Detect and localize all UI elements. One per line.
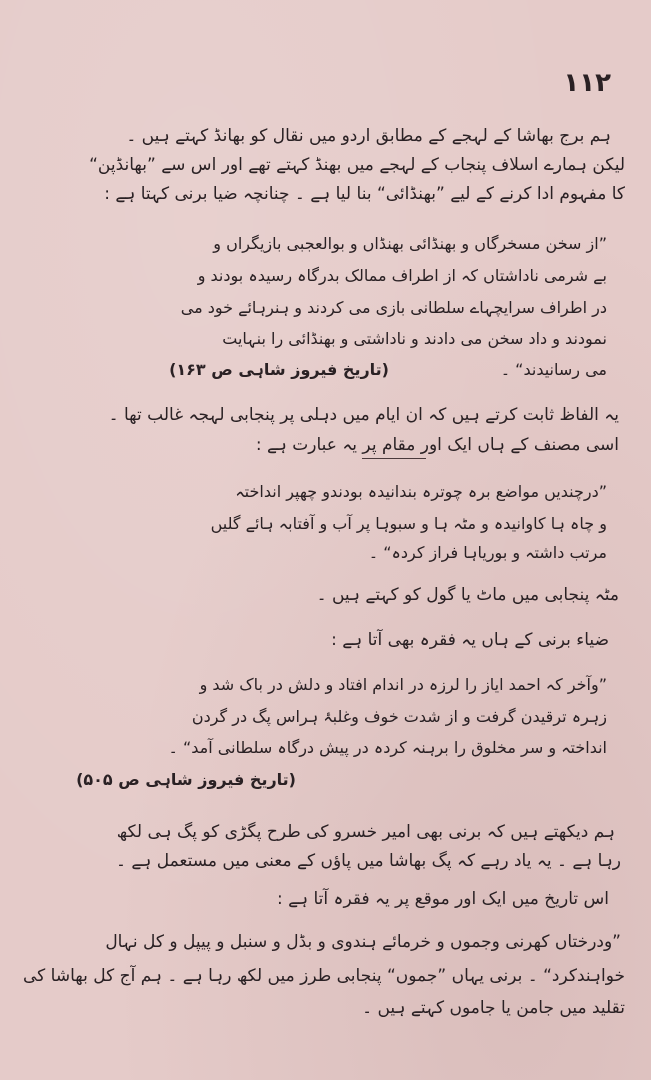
paragraph-line: ”ودرختاں کھرنی وجموں و خرمائے ہندوی و بڈل و سنبل و پیپل و کل نہال	[105, 932, 621, 952]
paragraph-line: ہم دیکھتے ہیں کہ برنی بھی امیر خسرو کی طرح پگڑی کو پگ ہی لکھ	[116, 822, 615, 842]
paragraph-line: خواہندکرد“ ۔ برنی یہاں ”جموں“ پنجابی طرز میں لکھ رہا ہے ۔ ہم آج کل بھاشا کی	[22, 966, 625, 986]
paragraph-line: یہ الفاظ ثابت کرتے ہیں کہ ان ایام میں دہلی پر پنجابی لہجہ غالب تھا ۔	[108, 405, 619, 425]
quote-line: بے شرمی ناداشتاں کہ از اطراف ممالک بدرگاہ رسیدہ بودند و	[197, 266, 607, 285]
quote-line: ”از سخن مسخرگاں و بھنڈائی بھنڈاں و بوالعجبی بازیگراں و	[213, 234, 607, 253]
page-number: ۱۱۲	[563, 68, 611, 98]
quote-line: در اطراف سرایچہاے سلطانی بازی می کردند و ہنرہائے خود می	[180, 298, 607, 317]
paragraph-line: ہم برج بھاشا کے لہجے کے مطابق اردو میں نقال کو بھانڈ کہتے ہیں ۔	[126, 126, 611, 146]
quote-line: می رسانیدند“ ۔	[500, 360, 607, 379]
quote-line: و چاہ ہا کاوانیدہ و مٹہ ہا و سبوہا پر آب و آفتابہ ہائے گلیں	[210, 514, 607, 533]
paragraph-line: مٹہ پنجابی میں ماٹ یا گول کو کہتے ہیں ۔	[316, 585, 619, 605]
underline	[362, 458, 426, 459]
paragraph-line: اس تاریخ میں ایک اور موقع پر یہ فقرہ آتا ہے :	[277, 889, 609, 909]
paragraph-line: کا مفہوم ادا کرنے کے لیے ”بھنڈائی“ بنا لیا ہے ۔ چنانچہ ضیا برنی کہتا ہے :	[104, 184, 625, 204]
quote-line: زہرہ ترقیدن گرفت و از شدت خوف وغلبۂ ہراس پگ در گردن	[191, 707, 607, 726]
quote-line: مرتب داشتہ و بوریاہا فراز کردہ“ ۔	[368, 543, 607, 562]
quote-line: انداختہ و سر مخلوق را برہنہ کردہ در پیش درگاہ سلطانی آمد“ ۔	[168, 738, 607, 757]
citation: (تاریخ فیروز شاہی ص ۵۰۵)	[76, 770, 296, 789]
paragraph-line: ضیاء برنی کے ہاں یہ فقرہ بھی آتا ہے :	[331, 630, 609, 650]
paragraph-line: لیکن ہمارے اسلاف پنجاب کے لہجے میں بھنڈ کہتے تھے اور اس سے ”بھانڈپن“	[89, 155, 625, 175]
paragraph-line: رہا ہے ۔ یہ یاد رہے کہ پگ بھاشا میں پاؤں کے معنی میں مستعمل ہے ۔	[116, 851, 621, 871]
quote-line: ”درچندیں مواضع برہ چوترہ بندانیدہ بودندو چھپر انداختہ	[235, 482, 607, 501]
quote-line: ”وآخر کہ احمد ایاز را لرزہ در اندام افتاد و دلش در باک شد و	[199, 675, 607, 694]
paragraph-line: اسی مصنف کے ہاں ایک اور مقام پر یہ عبارت ہے :	[255, 435, 619, 455]
citation: (تاریخ فیروز شاہی ص ۱۶۳)	[169, 360, 389, 379]
quote-line: نمودند و داد سخن می دادند و ناداشتی و بھنڈائی را بنہایت	[222, 329, 607, 348]
paragraph-line: تقلید میں جامن یا جاموں کہتے ہیں ۔	[362, 998, 625, 1018]
